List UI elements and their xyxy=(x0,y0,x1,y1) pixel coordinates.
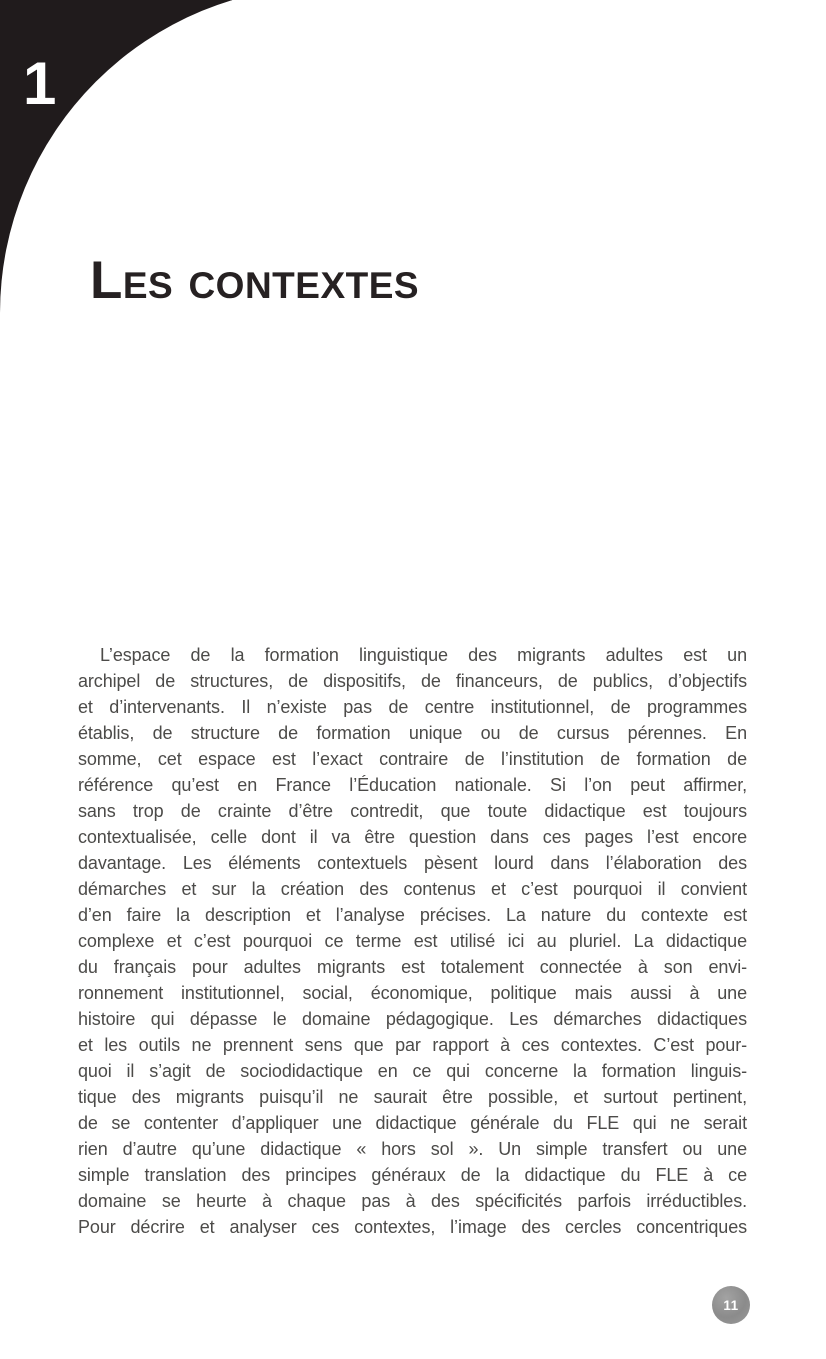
body-text-line: L’espace de la formation linguistique des migrants adultes est un xyxy=(100,645,747,665)
body-text-line: Pour décrire et analyser ces contextes, l’image des cercles concentriques xyxy=(78,1217,747,1237)
body-text-line: de se contenter d’appliquer une didactique générale du FLE qui ne serait xyxy=(78,1113,747,1133)
chapter-title: Les contextes xyxy=(90,251,420,310)
body-text-line: simple translation des principes généraux de la didactique du FLE à ce xyxy=(78,1165,747,1185)
body-text-line: davantage. Les éléments contextuels pèsent lourd dans l’élaboration des xyxy=(78,853,747,873)
body-text-line: histoire qui dépasse le domaine pédagogique. Les démarches didactiques xyxy=(78,1009,747,1029)
body-text-line: tique des migrants puisqu’il ne saurait être possible, et surtout pertinent, xyxy=(78,1087,747,1107)
body-text-line: du français pour adultes migrants est totalement connectée à son envi- xyxy=(78,957,747,977)
body-text-line: ronnement institutionnel, social, économique, politique mais aussi à une xyxy=(78,983,747,1003)
body-text-line: rien d’autre qu’une didactique « hors sol ». Un simple transfert ou une xyxy=(78,1139,747,1159)
page-number-badge xyxy=(712,1286,750,1324)
body-text-line: sans trop de crainte d’être contredit, que toute didactique est toujours xyxy=(78,801,747,821)
body-text-line: complexe et c’est pourquoi ce terme est utilisé ici au pluriel. La didactique xyxy=(78,931,747,951)
body-text-line: référence qu’est en France l’Éducation nationale. Si l’on peut affirmer, xyxy=(78,775,747,795)
page-number: 11 xyxy=(723,1297,739,1313)
body-text-line: d’en faire la description et l’analyse précises. La nature du contexte est xyxy=(78,905,747,925)
body-text-line: quoi il s’agit de sociodidactique en ce qui concerne la formation linguis- xyxy=(78,1061,747,1081)
body-text-line: archipel de structures, de dispositifs, de financeurs, de publics, d’objectifs xyxy=(78,671,747,691)
body-text-line: et d’intervenants. Il n’existe pas de centre institutionnel, de programmes xyxy=(78,697,747,717)
body-text-line: somme, cet espace est l’exact contraire de l’institution de formation de xyxy=(78,749,747,769)
body-text-line: établis, de structure de formation unique ou de cursus pérennes. En xyxy=(78,723,747,743)
body-paragraph xyxy=(78,642,747,1240)
body-text-line: contextualisée, celle dont il va être question dans ces pages l’est encore xyxy=(78,827,747,847)
body-text-line: et les outils ne prennent sens que par rapport à ces contextes. C’est pour- xyxy=(78,1035,747,1055)
body-text-line: démarches et sur la création des contenus et c’est pourquoi il convient xyxy=(78,879,747,899)
chapter-number: 1 xyxy=(23,50,57,117)
body-text-line: domaine se heurte à chaque pas à des spécificités parfois irréductibles. xyxy=(78,1191,747,1211)
